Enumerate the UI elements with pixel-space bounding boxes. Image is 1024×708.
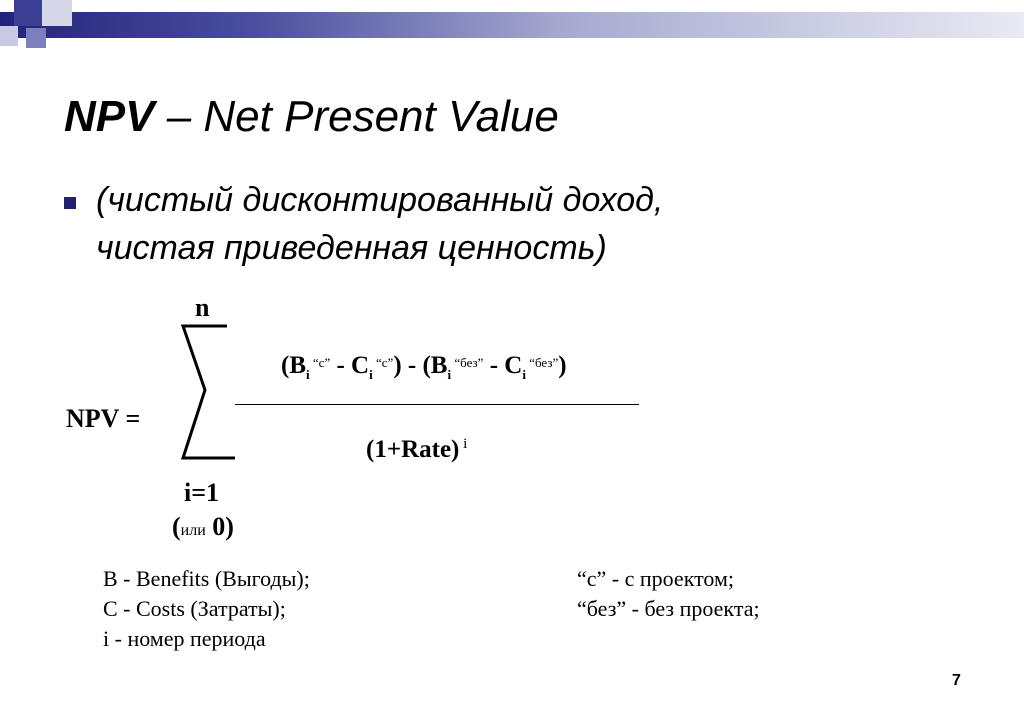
title-rest: – Net Present Value [154,92,559,141]
formula-sum-lower: i=1 [184,478,220,507]
definition-benefits: B - Benefits (Выгоды); [103,566,310,591]
definition-period: i - номер периода [103,626,266,651]
fraction-line [235,404,639,405]
bullet-text [96,176,663,272]
formula-lhs: NPV = [66,404,141,433]
title-bold: NPV [64,92,155,141]
header-bar [0,12,1024,38]
formula-numerator: ($B_i$ $^{“с”} - C_i$ $^{“с”}) - (B_i$ $^{“без”} - C_i$ $^{“без”}$) [281,352,567,382]
sigma-symbol [175,318,245,468]
bullet-square-icon [64,197,76,209]
header-square-3 [0,26,18,46]
bullet-line-1: (чистый дисконтированный доход, [96,181,664,219]
definition-without-project: “без” - без проекта; [577,596,760,621]
slide-title [64,92,559,142]
definitions-left [103,564,310,654]
header-square-1 [14,0,42,26]
page-number: 7 [952,672,961,689]
header-square-2 [42,0,72,26]
formula-denominator: (1+Rate) $^i$ [366,436,468,463]
formula-sum-lower-alt: (или 0) [172,512,234,541]
definition-costs: C - Costs (Затраты); [103,596,286,621]
bullet-line-2: чистая приведенная ценность) [96,229,607,267]
header-square-4 [26,28,46,48]
definitions-right [577,564,760,624]
formula-sum-upper: n [195,293,210,322]
definition-with-project: “с” - с проектом; [577,566,735,591]
